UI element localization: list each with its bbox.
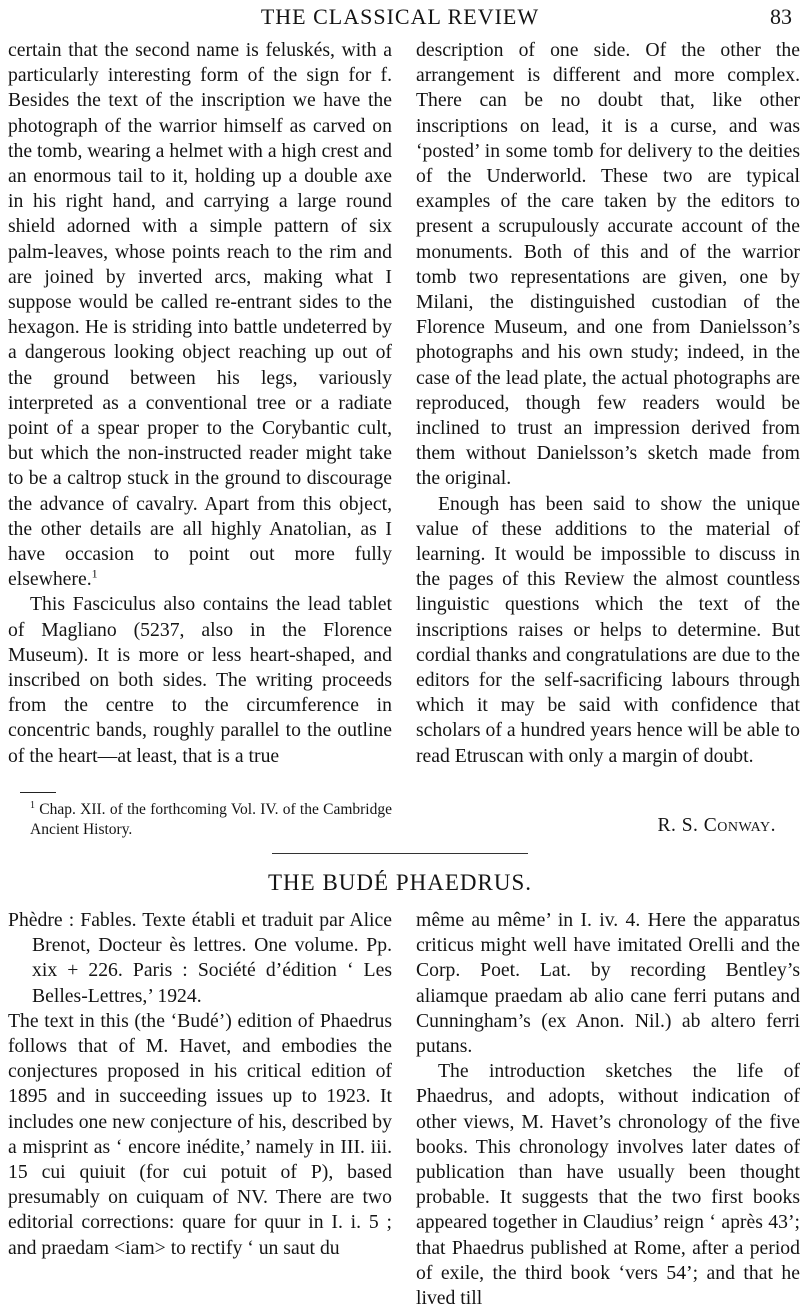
- author-signature: R. S. Conway.: [657, 815, 776, 836]
- article1-right-paragraph-2: Enough has been said to show the unique value of these additions to the material of learning. It would be impossible to discuss in the pages of this Review the almost countless linguistic questions which the text of the inscriptions raises or helps to determine. But cordial thanks and congratulations are due to the editors for the self-sacrificing labours through which it may be said with confidence that scholars of a hundred years hence will be able to read Etruscan with only a margin of doubt.: [416, 492, 800, 767]
- article2-left-column: [8, 908, 392, 1261]
- article1-left-column: [8, 38, 392, 769]
- footnote-marker: 1: [30, 800, 35, 811]
- page-number: 83: [770, 4, 792, 29]
- article1-right-paragraph-1: description of one side. Of the other the arrangement is different and more complex. There can be no doubt that, like other inscriptions on lead, it is a curse, and was ‘posted’ in some tomb for delivery to the deities of the Underworld. These two are typical examples of the care taken by the editors to present a scrupulously accurate account of the monuments. Both of this and of the warrior tomb two representations are given, one by Milani, the distinguished custodian of the Florence Museum, and one from Danielsson’s photographs and his own study; indeed, in the case of the lead plate, the actual photographs are reproduced, though few readers would be inclined to trust an impression derived from them without Danielsson’s sketch made from the original.: [416, 39, 800, 490]
- article2-right-paragraph-1: même au même’ in I. iv. 4. Here the apparatus criticus might well have imitated Orelli and the Corp. Poet. Lat. by recording Bentley’s aliamque praedam ab alio cane ferri putans and Cunningham’s (ex Anon. Nil.) ab altero ferri putans.: [416, 909, 800, 1058]
- article1-right-column: [416, 38, 800, 769]
- footnote: [8, 796, 392, 840]
- footnote-content: [8, 796, 392, 840]
- section-title: THE BUDÉ PHAEDRUS.: [268, 870, 532, 895]
- bibliography-entry: Phèdre : Fables. Texte établi et traduit par Alice Brenot, Docteur ès lettres. One volume. Pp. xix + 226. Paris : Société d’édition ‘ Les Belles-Lettres,’ 1924.: [8, 909, 392, 1007]
- paragraph-text: certain that the second name is feluskés, with a particularly interesting form of the sign for f. Besides the text of the inscription we have the photograph of the warrior himself as carved on the tomb, wearing a helmet with a high crest and an enormous tail to it, holding up a double axe in his right hand, and carrying a large round shield adorned with a simple pattern of six palm-leaves, whose points reach to the rim and are joined by inverted arcs, making what I suppose would be called re-entrant sides to the hexagon. He is striding into battle undeterred by a dangerous looking object reaching up out of the ground between his legs, variously interpreted as a conventional tree or a radiate point of a spear proper to the Corybantic cult, but which the non-instructed reader might take to be a caltrop stuck in the ground to discourage the advance of cavalry. Apart from this object, the other details are all highly Anatolian, as I have occasion to point out more fully elsewhere.: [8, 39, 392, 591]
- article2-right-column: [416, 908, 800, 1311]
- article1-left-paragraph-1: [8, 38, 392, 592]
- footnote-reference: 1: [91, 566, 98, 581]
- footnote-text: Chap. XII. of the forthcoming Vol. IV. of the Cambridge Ancient History.: [30, 801, 392, 839]
- page-header: [0, 0, 800, 36]
- article2-left-paragraph: The text in this (the ‘Budé’) edition of Phaedrus follows that of M. Havet, and embodies the conjectures proposed in his critical edition of 1895 and in succeeding issues up to 1923. It includes one new conjecture of his, described by a misprint as ‘ encore inédite,’ namely in III. iii. 15 cui quiuit (for cui potuit of P), based presumably on cuiquam of NV. There are two editorial corrections: quare for quur in I. i. 5 ; and praedam <iam> to rectify ‘ un saut du: [8, 1009, 392, 1259]
- footnote-rule: [20, 792, 56, 793]
- article2-right-paragraph-2: The introduction sketches the life of Phaedrus, and adopts, without indication of other views, M. Havet’s chronology of the five books. This chronology involves later dates of publication than have usually been thought probable. It suggests that the two first books appeared together in Claudius’ reign ‘ après 43’; that Phaedrus published at Rome, after a period of exile, the third book ‘vers 54’; and that he lived till: [416, 1060, 800, 1310]
- running-title: THE CLASSICAL REVIEW: [260, 4, 540, 29]
- article1-left-paragraph-2: This Fasciculus also contains the lead tablet of Magliano (5237, also in the Florence Museum). It is more or less heart-shaped, and inscribed on both sides. The writing proceeds from the centre to the circumference in concentric bands, roughly parallel to the outline of the heart—at least, that is a true: [8, 593, 392, 767]
- section-divider: [272, 853, 528, 854]
